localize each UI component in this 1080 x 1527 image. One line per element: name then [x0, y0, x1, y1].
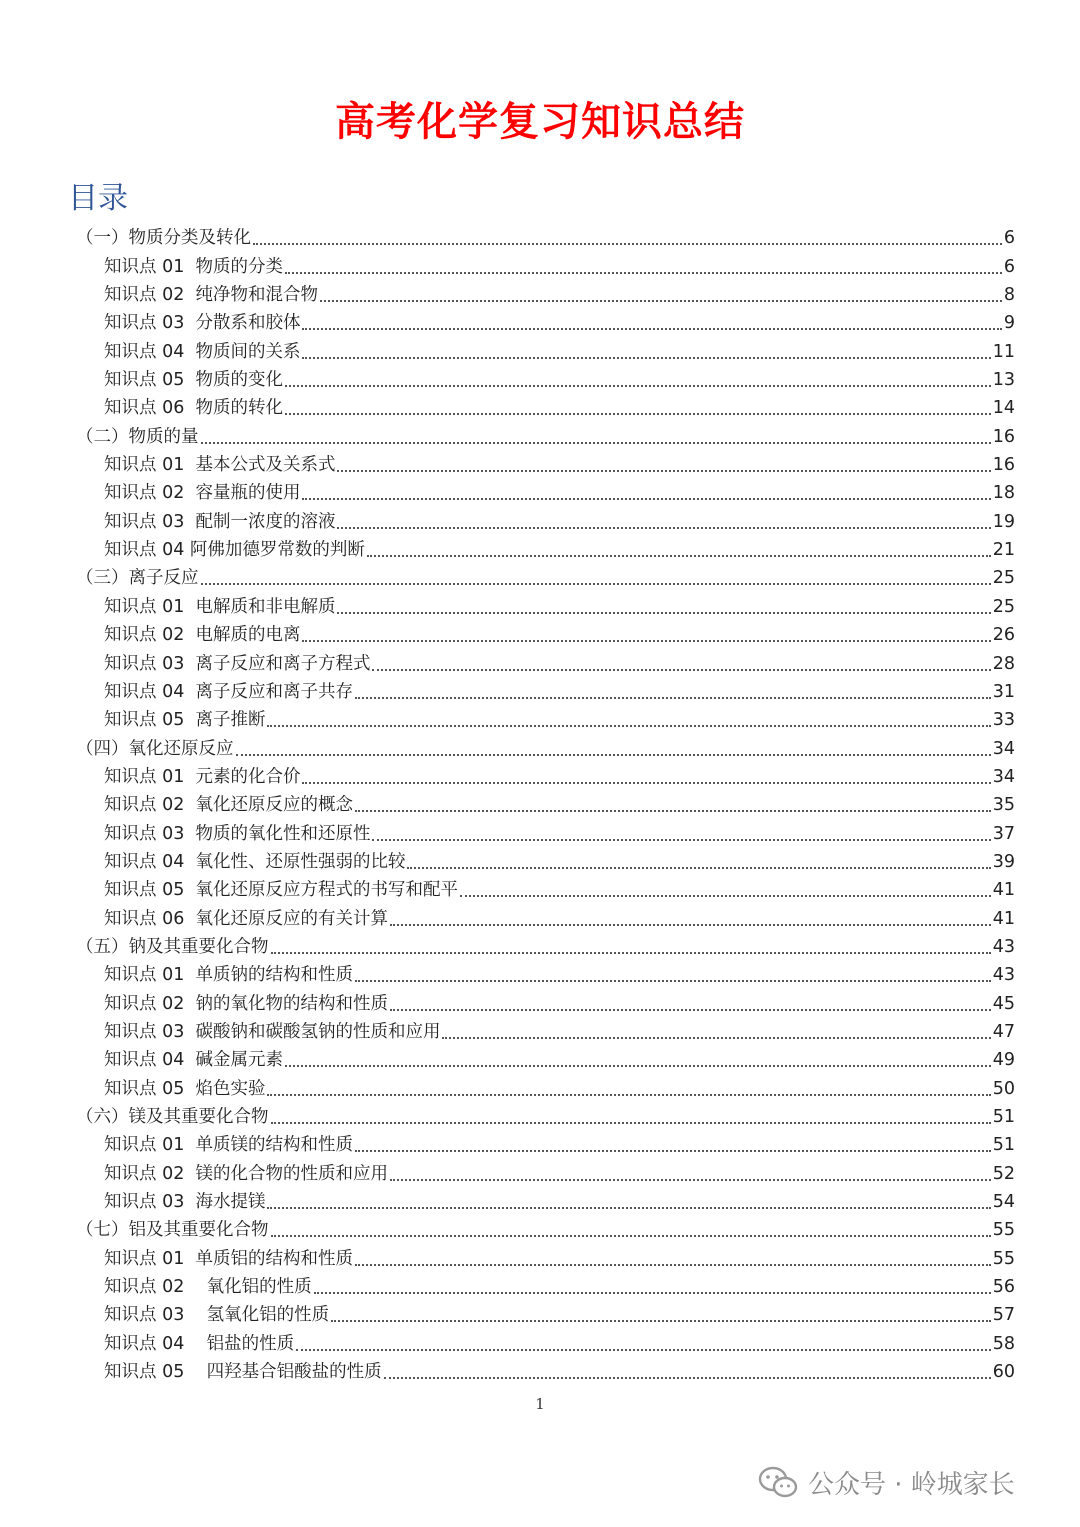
toc-entry-page: 39: [992, 851, 1015, 872]
toc-entry-label: （六）镁及其重要化合物: [76, 1107, 269, 1127]
toc-entry-page: 43: [992, 965, 1015, 986]
toc-section-entry[interactable]: [0, 1271, 1015, 1299]
page-number: 1: [535, 1395, 545, 1413]
toc-entry-page: 25: [992, 596, 1015, 617]
toc-dot-leader: [331, 1319, 991, 1322]
toc-dot-leader: [372, 838, 990, 841]
toc-section-entry[interactable]: [0, 505, 1015, 533]
toc-dot-leader: [267, 724, 990, 727]
toc-entry-label: 知识点 02 氧化还原反应的概念: [104, 795, 353, 816]
toc-entry-page: 58: [992, 1333, 1015, 1354]
toc-section-entry[interactable]: [0, 789, 1015, 817]
toc-dot-leader: [271, 1121, 991, 1124]
toc-dot-leader: [460, 894, 991, 897]
toc-entry-label: 知识点 03 氢氧化铝的性质: [104, 1305, 330, 1326]
toc-dot-leader: [302, 497, 990, 500]
toc-dot-leader: [253, 242, 1002, 245]
toc-dot-leader: [355, 1149, 991, 1152]
toc-entry-page: 37: [992, 823, 1015, 844]
toc-dot-leader: [407, 866, 990, 869]
toc-entry-label: 知识点 03 离子反应和离子方程式: [104, 653, 371, 674]
toc-dot-leader: [314, 1291, 991, 1294]
toc-dot-leader: [267, 1206, 990, 1209]
toc-section-entry[interactable]: [0, 392, 1015, 420]
toc-entry-label: 知识点 02 镁的化合物的性质和应用: [104, 1163, 388, 1184]
toc-entry-page: 18: [992, 483, 1015, 504]
toc-dot-leader: [201, 441, 991, 444]
toc-entry-page: 8: [1003, 285, 1015, 306]
toc-section-entry[interactable]: [0, 1356, 1015, 1384]
toc-entry-page: 6: [1003, 256, 1015, 277]
toc-entry-page: 41: [992, 908, 1015, 929]
toc-dot-leader: [201, 582, 991, 585]
toc-section-entry[interactable]: [0, 1186, 1015, 1214]
toc-entry-label: 知识点 06 氧化还原反应的有关计算: [104, 908, 388, 929]
toc-section-entry[interactable]: [0, 704, 1015, 732]
toc-entry-page: 35: [992, 795, 1015, 816]
toc-section-entry[interactable]: [0, 307, 1015, 335]
toc-entry-page: 26: [992, 625, 1015, 646]
toc-dot-leader: [355, 696, 991, 699]
toc-heading: 目录: [68, 181, 128, 216]
toc-entry-page: 45: [992, 993, 1015, 1014]
toc-entry-page: 47: [992, 1021, 1015, 1042]
toc-section-entry[interactable]: [0, 534, 1015, 562]
wechat-icon: [758, 1465, 798, 1501]
toc-entry-label: （一）物质分类及转化: [76, 228, 251, 249]
toc-entry-label: 知识点 04 铝盐的性质: [104, 1333, 295, 1354]
toc-section-entry[interactable]: [0, 477, 1015, 505]
toc-entry-page: 6: [1003, 228, 1015, 249]
toc-entry-page: 52: [992, 1163, 1015, 1184]
toc-section-entry[interactable]: [0, 647, 1015, 675]
toc-entry-page: 60: [992, 1362, 1015, 1383]
toc-dot-leader: [442, 1036, 990, 1039]
toc-entry-label: 知识点 02 钠的氧化物的结构和性质: [104, 993, 388, 1014]
toc-entry-page: 51: [992, 1107, 1015, 1127]
toc-dot-leader: [367, 554, 991, 557]
toc-chapter-entry[interactable]: [0, 1214, 1015, 1242]
toc-entry-label: 知识点 05 四羟基合铝酸盐的性质: [104, 1362, 382, 1383]
toc-section-entry[interactable]: [0, 846, 1015, 874]
toc-section-entry[interactable]: [0, 1299, 1015, 1327]
toc-dot-leader: [271, 951, 991, 954]
toc-section-entry[interactable]: [0, 364, 1015, 392]
toc-dot-leader: [285, 384, 991, 387]
toc-dot-leader: [355, 809, 991, 812]
toc-entry-page: 9: [1003, 313, 1015, 334]
toc-entry-label: 知识点 01 单质钠的结构和性质: [104, 965, 353, 986]
toc-section-entry[interactable]: [0, 874, 1015, 902]
toc-section-entry[interactable]: [0, 1072, 1015, 1100]
toc-dot-leader: [390, 1178, 991, 1181]
toc-dot-leader: [337, 526, 990, 529]
toc-section-entry[interactable]: [0, 959, 1015, 987]
toc-entry-label: 知识点 01 电解质和非电解质: [104, 596, 336, 617]
toc-section-entry[interactable]: [0, 279, 1015, 307]
toc-chapter-entry[interactable]: [0, 222, 1015, 250]
toc-section-entry[interactable]: [0, 902, 1015, 930]
toc-entry-label: 知识点 02 氧化铝的性质: [104, 1277, 312, 1298]
toc-chapter-entry[interactable]: [0, 732, 1015, 760]
toc-dot-leader: [267, 1093, 990, 1096]
toc-entry-page: 56: [992, 1277, 1015, 1298]
toc-entry-label: 知识点 05 焰色实验: [104, 1078, 266, 1099]
document-title: 高考化学复习知识总结: [335, 99, 745, 145]
toc-entry-page: 33: [992, 710, 1015, 731]
toc-dot-leader: [337, 611, 990, 614]
toc-dot-leader: [355, 979, 991, 982]
toc-entry-page: 25: [992, 568, 1015, 589]
toc-entry-page: 16: [992, 426, 1015, 447]
toc-entry-label: 知识点 03 海水提镁: [104, 1192, 266, 1213]
watermark-text: 公众号 · 岭城家长: [808, 1470, 1015, 1500]
toc-section-entry[interactable]: [0, 1242, 1015, 1270]
toc-dot-leader: [302, 781, 990, 784]
toc-entry-label: 知识点 05 物质的变化: [104, 370, 283, 391]
toc-dot-leader: [271, 1234, 991, 1237]
toc-dot-leader: [296, 1348, 991, 1351]
toc-entry-label: 知识点 01 单质镁的结构和性质: [104, 1135, 353, 1156]
toc-section-entry[interactable]: [0, 676, 1015, 704]
toc-chapter-entry[interactable]: [0, 931, 1015, 959]
toc-section-entry[interactable]: [0, 1157, 1015, 1185]
toc-entry-page: 57: [992, 1305, 1015, 1326]
toc-section-entry[interactable]: [0, 449, 1015, 477]
toc-entry-label: 知识点 03 分散系和胶体: [104, 313, 301, 334]
toc-dot-leader: [302, 639, 990, 642]
toc-section-entry[interactable]: [0, 619, 1015, 647]
toc-entry-page: 51: [992, 1135, 1015, 1156]
toc-entry-page: 41: [992, 880, 1015, 901]
toc-entry-label: 知识点 01 物质的分类: [104, 256, 283, 277]
toc-dot-leader: [285, 412, 991, 415]
toc-section-entry[interactable]: [0, 987, 1015, 1015]
table-of-contents: [0, 222, 1080, 1384]
toc-section-entry[interactable]: [0, 1044, 1015, 1072]
toc-entry-label: 知识点 04 离子反应和离子共存: [104, 681, 353, 702]
toc-dot-leader: [337, 469, 990, 472]
toc-entry-label: 知识点 03 物质的氧化性和还原性: [104, 823, 371, 844]
toc-entry-label: 知识点 03 碳酸钠和碳酸氢钠的性质和应用: [104, 1021, 441, 1042]
toc-entry-page: 50: [992, 1078, 1015, 1099]
toc-dot-leader: [390, 923, 991, 926]
toc-entry-label: （二）物质的量: [76, 426, 199, 447]
toc-dot-leader: [285, 271, 1002, 274]
toc-section-entry[interactable]: [0, 590, 1015, 618]
toc-section-entry[interactable]: [0, 817, 1015, 845]
toc-dot-leader: [390, 1008, 991, 1011]
toc-entry-page: 34: [992, 766, 1015, 787]
toc-entry-page: 43: [992, 936, 1015, 957]
toc-entry-label: （三）离子反应: [76, 568, 199, 589]
toc-entry-page: 19: [992, 511, 1015, 532]
toc-entry-label: （七）铝及其重要化合物: [76, 1220, 269, 1241]
toc-entry-label: 知识点 01 元素的化合价: [104, 766, 301, 787]
toc-dot-leader: [355, 1263, 991, 1266]
toc-entry-label: 知识点 04 氧化性、还原性强弱的比较: [104, 851, 406, 872]
toc-section-entry[interactable]: [0, 1129, 1015, 1157]
toc-dot-leader: [372, 668, 990, 671]
toc-dot-leader: [320, 299, 1002, 302]
toc-entry-label: 知识点 02 纯净物和混合物: [104, 285, 318, 306]
toc-entry-label: 知识点 01 单质铝的结构和性质: [104, 1248, 353, 1269]
toc-entry-page: 14: [992, 398, 1015, 419]
toc-section-entry[interactable]: [0, 1016, 1015, 1044]
toc-chapter-entry[interactable]: [0, 562, 1015, 590]
toc-entry-page: 21: [992, 540, 1015, 561]
toc-chapter-entry[interactable]: [0, 1101, 1015, 1129]
toc-entry-page: 28: [992, 653, 1015, 674]
toc-dot-leader: [285, 1064, 991, 1067]
toc-entry-label: （四）氧化还原反应: [76, 738, 234, 759]
toc-entry-label: 知识点 04 碱金属元素: [104, 1050, 283, 1071]
toc-section-entry[interactable]: [0, 335, 1015, 363]
toc-entry-page: 13: [992, 370, 1015, 391]
toc-entry-page: 31: [992, 681, 1015, 702]
toc-entry-label: 知识点 04 物质间的关系: [104, 341, 301, 362]
toc-entry-label: 知识点 02 电解质的电离: [104, 625, 301, 646]
toc-chapter-entry[interactable]: [0, 420, 1015, 448]
toc-section-entry[interactable]: [0, 250, 1015, 278]
toc-entry-page: 11: [992, 341, 1015, 362]
toc-entry-label: 知识点 05 离子推断: [104, 710, 266, 731]
toc-dot-leader: [236, 753, 991, 756]
toc-dot-leader: [302, 356, 990, 359]
toc-entry-page: 34: [992, 738, 1015, 759]
toc-entry-page: 55: [992, 1220, 1015, 1241]
toc-dot-leader: [302, 327, 1001, 330]
toc-entry-label: 知识点 04 阿佛加德罗常数的判断: [104, 540, 365, 561]
toc-entry-page: 49: [992, 1050, 1015, 1071]
toc-dot-leader: [384, 1376, 991, 1379]
toc-entry-label: 知识点 02 容量瓶的使用: [104, 483, 301, 504]
watermark: [758, 1464, 1015, 1501]
toc-section-entry[interactable]: [0, 761, 1015, 789]
toc-entry-label: 知识点 01 基本公式及关系式: [104, 455, 336, 476]
toc-entry-label: （五）钠及其重要化合物: [76, 936, 269, 957]
toc-entry-page: 16: [992, 455, 1015, 476]
toc-entry-page: 54: [992, 1192, 1015, 1213]
toc-entry-page: 55: [992, 1248, 1015, 1269]
toc-entry-label: 知识点 03 配制一浓度的溶液: [104, 511, 336, 532]
toc-entry-label: 知识点 05 氧化还原反应方程式的书写和配平: [104, 880, 458, 901]
toc-section-entry[interactable]: [0, 1327, 1015, 1355]
toc-entry-label: 知识点 06 物质的转化: [104, 398, 283, 419]
